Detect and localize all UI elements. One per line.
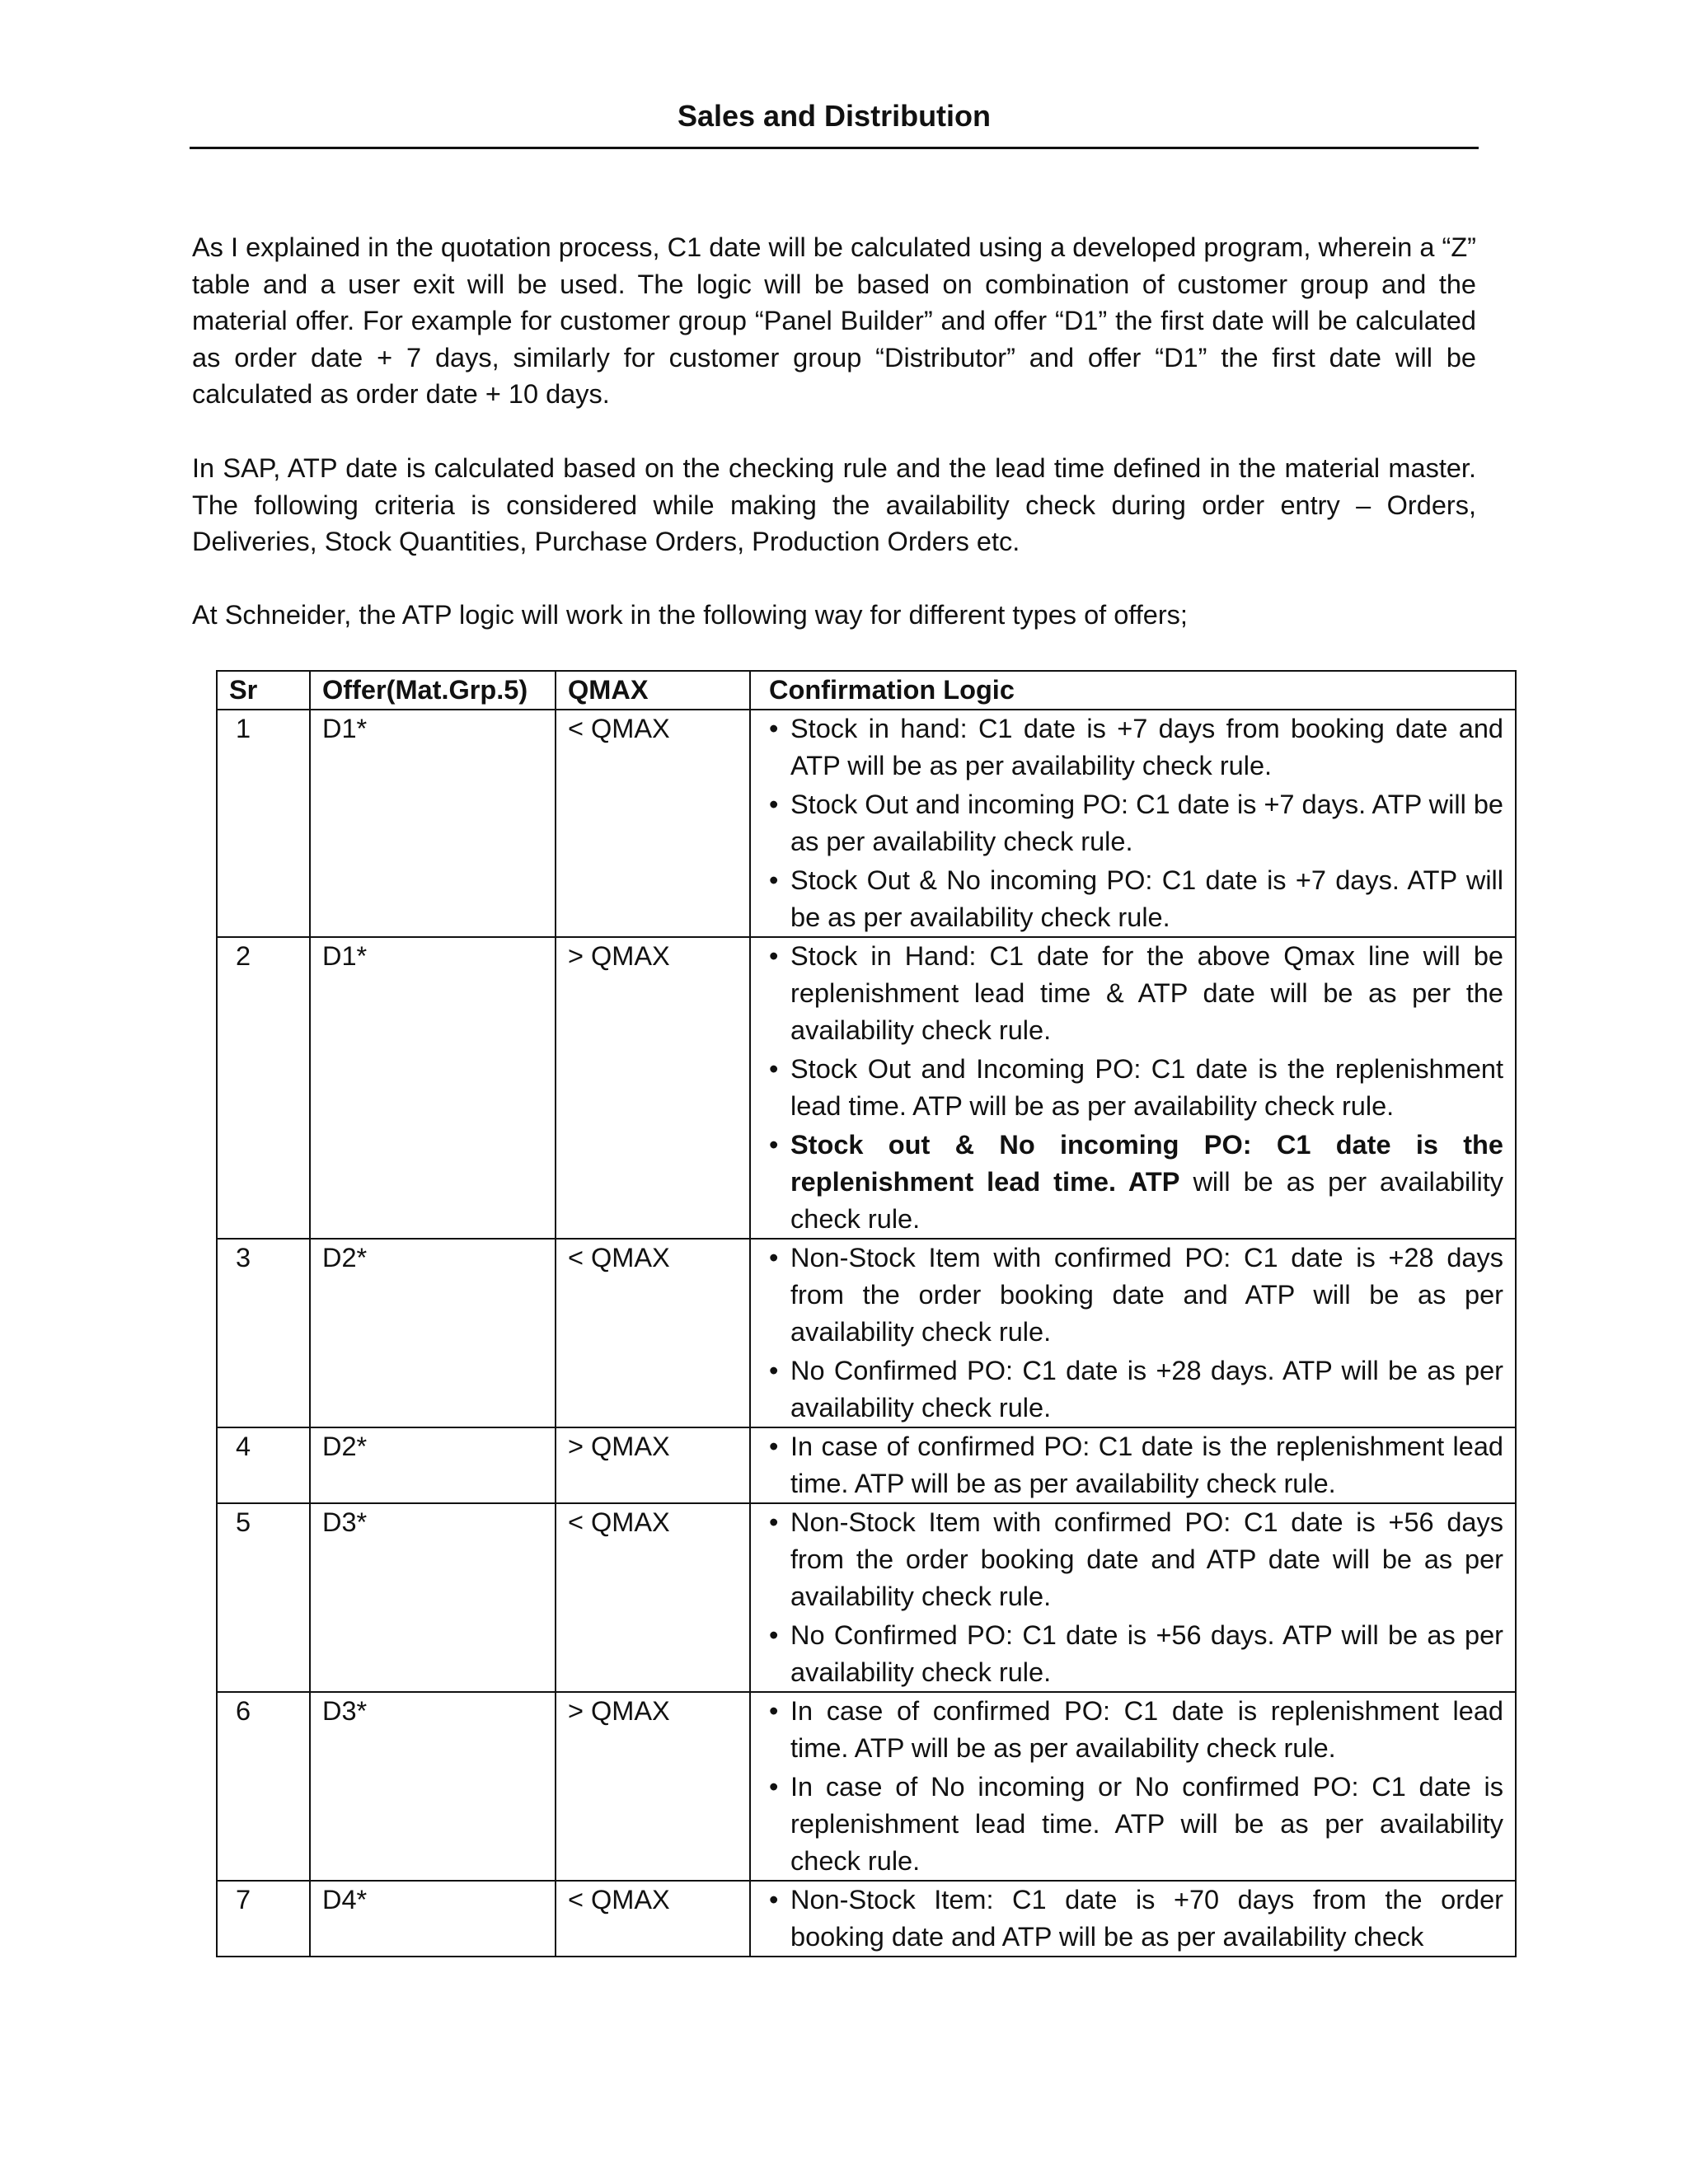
bullet-icon: • xyxy=(769,1054,779,1084)
paragraph-c1-date-logic: As I explained in the quotation process, C1 date will be calculated using a developed program, wherein a “Z” table and a user exit will be used. The logic will be based on combination of customer group and the material offer. For example for customer group “Panel Builder” and offer “D1” the first date will be calculated as order date + 7 days, similarly for customer group “Distributor” and offer “D1” the first date will be calculated as order date + 10 days. xyxy=(192,232,1476,409)
bullet-icon: • xyxy=(769,790,779,819)
cell-qmax: < QMAX xyxy=(556,1881,750,1957)
logic-bullet: • Stock in hand: C1 date is +7 days from booking date and ATP will be as per availability check rule. xyxy=(769,710,1503,785)
cell-confirmation-logic xyxy=(750,1239,1516,1427)
table-row xyxy=(217,937,1516,1239)
cell-sr: 1 xyxy=(217,710,310,937)
table-header-row xyxy=(217,671,1516,710)
bullet-icon: • xyxy=(769,1356,779,1385)
logic-bullet-bold: • Stock out & No incoming PO: C1 date is the replenishment lead time. ATP will be as per availability check rule. xyxy=(769,1127,1503,1238)
table-row xyxy=(217,1881,1516,1957)
cell-confirmation-logic xyxy=(750,1881,1516,1957)
bullet-icon: • xyxy=(769,1130,779,1160)
cell-sr: 5 xyxy=(217,1503,310,1692)
logic-bullet: • In case of confirmed PO: C1 date is replenishment lead time. ATP will be as per availability check rule. xyxy=(769,1693,1503,1767)
cell-confirmation-logic xyxy=(750,1503,1516,1692)
bullet-icon: • xyxy=(769,714,779,743)
cell-offer: D3* xyxy=(310,1503,556,1692)
table-row xyxy=(217,1239,1516,1427)
bullet-icon: • xyxy=(769,1772,779,1802)
logic-bullet: • Non-Stock Item: C1 date is +70 days from the order booking date and ATP will be as per availability check xyxy=(769,1882,1503,1956)
cell-offer: D1* xyxy=(310,937,556,1239)
cell-sr: 7 xyxy=(217,1881,310,1957)
table-row xyxy=(217,1427,1516,1503)
cell-offer: D2* xyxy=(310,1239,556,1427)
logic-bullet: • No Confirmed PO: C1 date is +28 days. ATP will be as per availability check rule. xyxy=(769,1352,1503,1427)
cell-confirmation-logic xyxy=(750,710,1516,937)
bullet-icon: • xyxy=(769,1696,779,1726)
cell-offer: D3* xyxy=(310,1692,556,1881)
page-header-title: Sales and Distribution xyxy=(677,99,992,133)
header-confirmation-logic: Confirmation Logic xyxy=(750,671,1516,710)
cell-confirmation-logic xyxy=(750,1427,1516,1503)
cell-qmax: < QMAX xyxy=(556,710,750,937)
cell-qmax: < QMAX xyxy=(556,1503,750,1692)
bullet-icon: • xyxy=(769,1432,779,1461)
cell-sr: 6 xyxy=(217,1692,310,1881)
cell-offer: D4* xyxy=(310,1881,556,1957)
bullet-icon: • xyxy=(769,865,779,895)
atp-logic-table xyxy=(216,670,1517,1957)
header-qmax: QMAX xyxy=(556,671,750,710)
cell-qmax: > QMAX xyxy=(556,937,750,1239)
cell-qmax: < QMAX xyxy=(556,1239,750,1427)
header-divider xyxy=(190,147,1479,149)
logic-bullet: • Stock in Hand: C1 date for the above Qmax line will be replenishment lead time & ATP date will be as per the availability check rule. xyxy=(769,938,1503,1049)
logic-bullet: • Non-Stock Item with confirmed PO: C1 date is +28 days from the order booking date and ATP will be as per availability check rule. xyxy=(769,1240,1503,1351)
bullet-icon: • xyxy=(769,1885,779,1915)
logic-bullet: • Stock Out and incoming PO: C1 date is +7 days. ATP will be as per availability check rule. xyxy=(769,786,1503,860)
cell-offer: D2* xyxy=(310,1427,556,1503)
cell-confirmation-logic xyxy=(750,1692,1516,1881)
bullet-icon: • xyxy=(769,1243,779,1272)
table-row xyxy=(217,710,1516,937)
logic-bullet: • Stock Out & No incoming PO: C1 date is +7 days. ATP will be as per availability check rule. xyxy=(769,862,1503,936)
cell-sr: 2 xyxy=(217,937,310,1239)
cell-offer: D1* xyxy=(310,710,556,937)
bullet-icon: • xyxy=(769,941,779,971)
paragraph-schneider-atp-intro: At Schneider, the ATP logic will work in the following way for different types of offers; xyxy=(192,600,1188,630)
header-offer: Offer(Mat.Grp.5) xyxy=(310,671,556,710)
logic-bullet: • Stock Out and Incoming PO: C1 date is the replenishment lead time. ATP will be as per availability check rule. xyxy=(769,1051,1503,1125)
cell-qmax: > QMAX xyxy=(556,1692,750,1881)
header-sr: Sr xyxy=(217,671,310,710)
bullet-icon: • xyxy=(769,1507,779,1537)
table-row xyxy=(217,1692,1516,1881)
cell-qmax: > QMAX xyxy=(556,1427,750,1503)
cell-confirmation-logic xyxy=(750,937,1516,1239)
paragraph-sap-atp: In SAP, ATP date is calculated based on the checking rule and the lead time defined in the material master. The following criteria is considered while making the availability check during order entry – Orders, Deliveries, Stock Quantities, Purchase Orders, Production Orders etc. xyxy=(192,453,1476,556)
cell-sr: 3 xyxy=(217,1239,310,1427)
logic-bullet: • In case of confirmed PO: C1 date is the replenishment lead time. ATP will be as per availability check rule. xyxy=(769,1428,1503,1502)
bullet-icon: • xyxy=(769,1620,779,1650)
logic-bullet: • No Confirmed PO: C1 date is +56 days. ATP will be as per availability check rule. xyxy=(769,1617,1503,1691)
table-row xyxy=(217,1503,1516,1692)
cell-sr: 4 xyxy=(217,1427,310,1503)
logic-bullet: • Non-Stock Item with confirmed PO: C1 date is +56 days from the order booking date and ATP date will be as per availability check rule. xyxy=(769,1504,1503,1615)
logic-bullet: • In case of No incoming or No confirmed PO: C1 date is replenishment lead time. ATP will be as per availability check rule. xyxy=(769,1769,1503,1880)
